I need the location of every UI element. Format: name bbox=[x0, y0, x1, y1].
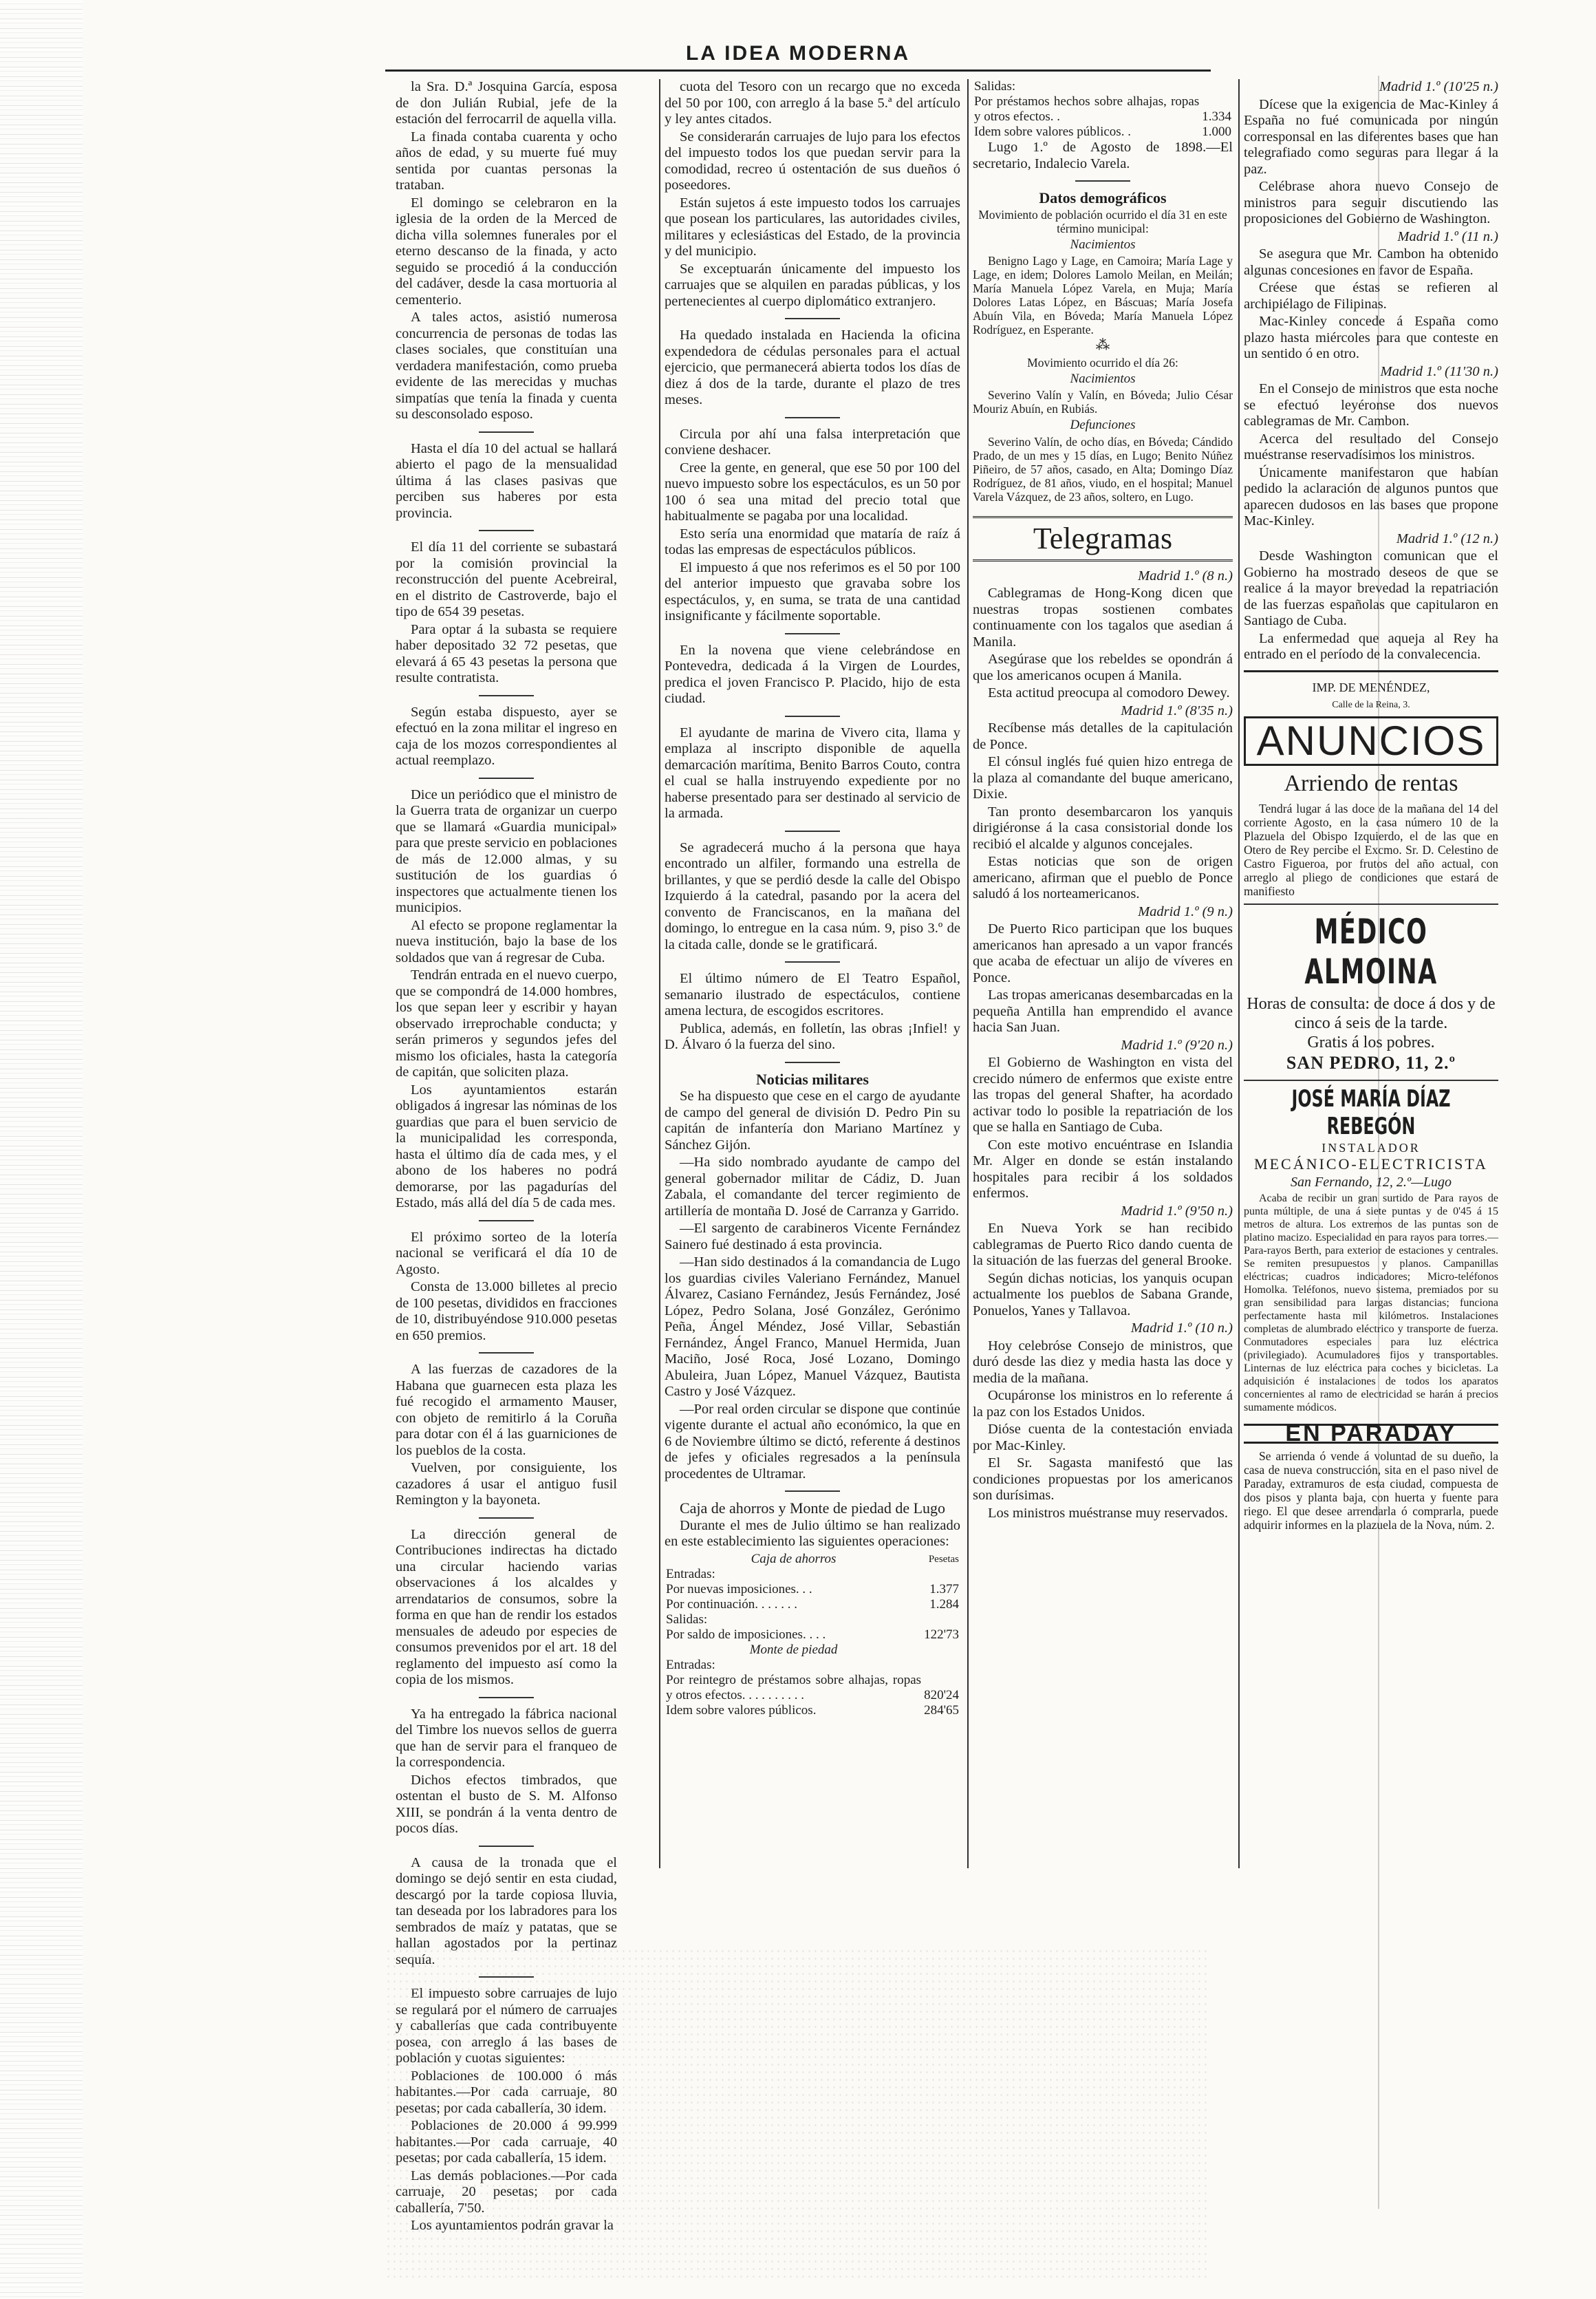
paragraph: Ya ha entregado la fábrica nacional del Timbre los nuevos sellos de guerra que han de servir para el franqueo de la correspondencia. bbox=[396, 1706, 617, 1770]
ad-text: Se arrienda ó vende á voluntad de su dueño, la casa de nueva construcción, sita en el paso nivel de Paraday, extramuros de esta ciudad, compuesta de dos pisos y planta baja, con huerta y fuente para riego. El que desee arrendarla ó comprarla, puede adquirir informes en la plazuela de la Nova, núm. 2. bbox=[1244, 1449, 1498, 1532]
section-heading: Noticias militares bbox=[756, 1070, 869, 1088]
ornament: ⁂ bbox=[1095, 338, 1110, 353]
table-label: Idem sobre valores públicos. bbox=[666, 1702, 817, 1718]
paragraph: Recíbense más detalles de la capitulación de Ponce. bbox=[973, 720, 1233, 752]
subheading: Nacimientos bbox=[1070, 371, 1136, 386]
paragraph: El día 11 del corriente se subastará por la comisión provincial la reconstrucción del puente Acebreiral, en el distrito de Castroverde, bajo el tipo de 654 39 pesetas. bbox=[396, 539, 617, 619]
table-label: Por préstamos hechos sobre alhajas, ropas y otros efectos. . bbox=[974, 94, 1200, 124]
table-label: Por nuevas imposiciones. . . bbox=[666, 1581, 812, 1596]
paragraph: Esto sería una enormidad que mataría de raíz á todas las empresas de espectáculos públicos. bbox=[665, 526, 960, 557]
paragraph: El próximo sorteo de la lotería nacional se verificará el día 10 de Agosto. bbox=[396, 1229, 617, 1277]
paragraph: Hasta el día 10 del actual se hallará abierto el pago de la mensualidad última á las clases pasivas que perciben sus haberes por esta provincia. bbox=[396, 440, 617, 521]
paragraph: Las tropas americanas desembarcadas en la pequeña Antilla han emprendido el avance hacia San Juan. bbox=[973, 987, 1233, 1035]
column-4 bbox=[1244, 79, 1498, 2061]
ad-title: MÉDICO ALMOINA bbox=[1304, 911, 1438, 992]
separator bbox=[785, 831, 840, 832]
dateline: Madrid 1.º (9'20 n.) bbox=[1121, 1037, 1233, 1053]
separator bbox=[479, 1220, 534, 1221]
table-subheading: Monte de piedad bbox=[749, 1642, 838, 1657]
separator bbox=[785, 417, 840, 418]
table-amount: 122'73 bbox=[924, 1627, 959, 1642]
separator bbox=[479, 778, 534, 779]
separator bbox=[479, 1697, 534, 1698]
dateline: Madrid 1.º (9'50 n.) bbox=[1121, 1203, 1233, 1219]
paragraph: La finada contaba cuarenta y ocho años de edad, y su muerte fué muy sentida por cuantas personas la trataban. bbox=[396, 129, 617, 193]
paragraph: Movimiento ocurrido el día 26: bbox=[1027, 355, 1178, 370]
paragraph: De Puerto Rico participan que los buques americanos han apresado a un vapor francés que acaba de efectuar un alijo de víveres en Ponce. bbox=[973, 921, 1233, 985]
separator bbox=[785, 1490, 840, 1492]
ad-subtitle: MECÁNICO-ELECTRICISTA bbox=[1254, 1155, 1488, 1173]
paragraph: Esta actitud preocupa al comodoro Dewey. bbox=[988, 685, 1230, 701]
paragraph: El cónsul inglés fué quien hizo entrega de la plaza al comandante del buque americano, Dixie. bbox=[973, 754, 1233, 802]
dateline: Madrid 1.º (11'30 n.) bbox=[1380, 363, 1498, 379]
ad-address: SAN PEDRO, 11, 2.º bbox=[1286, 1052, 1456, 1073]
paragraph: Consta de 13.000 billetes al precio de 100 pesetas, divididos en fracciones de 10, distribuyéndose 910.000 pesetas en 650 premios. bbox=[396, 1279, 617, 1343]
paragraph: Mac-Kinley concede á España como plazo hasta miércoles para que conteste en un sentido ó en otro. bbox=[1244, 314, 1498, 361]
column-2 bbox=[665, 79, 960, 2061]
paragraph: A tales actos, asistió numerosa concurrencia de personas de todas las clases sociales, que constituían una verdadera manifestación, como prueba evidente de las merecidas y muchas simpatías que tenía la finada y cuenta su desconsolado esposo. bbox=[396, 310, 617, 422]
paragraph: En Nueva York se han recibido cablegramas de Puerto Rico dando cuenta de la situación de las fuerzas del general Brooke. bbox=[973, 1221, 1233, 1268]
table-amount: 284'65 bbox=[924, 1702, 959, 1718]
paragraph: A causa de la tronada que el domingo se dejó sentir en esta ciudad, descargó por la tarde copiosa lluvia, tan deseada por los labradores para los sembrados de maíz y patatas, que se hallan agostados por la pertinaz sequía. bbox=[396, 1854, 617, 1967]
paragraph: Cree la gente, en general, que ese 50 por 100 del nuevo impuesto sobre los espectáculos, es un 50 por 100 ó sea una mitad del precio total que habitualmente se pagaba por una localidad. bbox=[665, 460, 960, 524]
paragraph: Dichos efectos timbrados, que ostentan el busto de S. M. Alfonso XIII, se pondrán á la venta dentro de pocos días. bbox=[396, 1772, 617, 1836]
paragraph: Se asegura que Mr. Cambon ha obtenido algunas concesiones en favor de España. bbox=[1244, 246, 1498, 278]
paragraph: Desde Washington comunican que el Gobierno ha mostrado deseos de que se realice á la mayor brevedad la repatriación de las fuerzas españolas que capitularon en Santiago de Cuba. bbox=[1244, 548, 1498, 628]
paragraph: —Han sido destinados á la comandancia de Lugo los guardias civiles Valeriano Fernández, Manuel Álvarez, Casiano Fernández, Jesús Fernández, José López, Pedro Solana, José González, Gerónimo Peña, Ángel Méndez, José Villar, Sebastián Fernández, Ángel Franco, Manuel Hermida, Juan Maciño, José Roca, José Lozano, Domingo Abuleira, Juan López, Manuel Vázquez, Bautista Castro y José Vázquez. bbox=[665, 1254, 960, 1399]
paragraph: Severino Valín y Valín, en Bóveda; Julio César Mouriz Abuín, en Rubiás. bbox=[973, 388, 1233, 416]
paragraph: Se agradecerá mucho á la persona que haya encontrado un alfiler, formando una estrella de brillantes, y que se perdió desde la calle del Obispo Izquierdo á la catedral, pasando por la acera del convento de Franciscanos, en la mañana del domingo, lo entregue en la casa núm. 9, piso 3.º de la citada calle, donde se le gratificará. bbox=[665, 840, 960, 952]
dateline: Madrid 1.º (10 n.) bbox=[1130, 1320, 1233, 1336]
paragraph: Asegúrase que los rebeldes se opondrán á que los americanos ocupen á Manila. bbox=[973, 652, 1233, 683]
section-heading: Telegramas bbox=[973, 516, 1233, 562]
table-amount: 1.377 bbox=[929, 1581, 959, 1596]
column-3 bbox=[973, 79, 1233, 2061]
paragraph: El Gobierno de Washington en vista del crecido número de enfermos que existe entre las tropas del general Shafter, ha acordado activar todo lo posible la repatriación de los que se halla en Santiago de Cuba. bbox=[973, 1055, 1233, 1135]
paragraph: Al efecto se propone reglamentar la nueva institución, bajo la base de los soldados que van á regresar de Cuba. bbox=[396, 917, 617, 965]
paragraph: Los ayuntamientos podrán gravar la bbox=[411, 2218, 614, 2233]
scan-edge bbox=[0, 0, 83, 2299]
paragraph: Dióse cuenta de la contestación enviada por Mac-Kinley. bbox=[973, 1422, 1233, 1453]
ad-text: Acaba de recibir un gran surtido de Para rayos de punta múltiple, de una á siete puntas y de 0'45 á 15 metros de altura. Los extremos de las puntas son de platino macizo. Especialidad en para rayos para torres.—Para-rayos Berth, para exterior de estaciones y centrales. Se remiten presupuestos y planos. Campanillas eléctricas; cuadros indicadores; Micro-teléfonos Homolka. Teléfonos, nuevo sistema, premiados por su gran sensibilidad para largas distancias; funciona perfectamente hasta mil kilómetros. Instalaciones completas de alumbrado eléctrico y transporte de fuerza. Conmutadores especiales para luz eléctrica (privilegiado). Acumuladores fijos y transportables. Linternas de luz eléctrica para coches y bicicletas. La adquisición é instalaciones de todos los aparatos concernientes al ramo de electricidad se harán á precios sumamente módicos. bbox=[1244, 1192, 1498, 1413]
paragraph: El ayudante de marina de Vivero cita, llama y emplaza al inscripto disponible de aquella demarcación marítima, Benito Barros Couto, contra el cual se halla instruyendo expediente por no haberse presentado para ser destinado al servicio de la armada. bbox=[665, 725, 960, 821]
ad-text: Gratis á los pobres. bbox=[1307, 1033, 1435, 1051]
paragraph: Hoy celebróse Consejo de ministros, que duró desde las diez y media hasta las doce y media de la mañana. bbox=[973, 1338, 1233, 1386]
paragraph: Cablegramas de Hong-Kong dicen que nuestras tropas sostienen combates continuamente con los tagalos que asedian á Manila. bbox=[973, 586, 1233, 650]
table-label: Por reintegro de préstamos sobre alhajas, ropas y otros efectos. . . . . . . . . . bbox=[666, 1672, 922, 1702]
paragraph: Dice un periódico que el ministro de la Guerra trata de organizar un cuerpo que se llamará «Guardia municipal» para que preste servicio en poblaciones de más de 12.000 almas, y su sustitución de los guardias ó inspectores que actualmente tienen los municipios. bbox=[396, 787, 617, 915]
ad-address: San Fernando, 12, 2.º—Lugo bbox=[1291, 1174, 1452, 1190]
paragraph: Con este motivo encuéntrase en Islandia Mr. Alger en donde se están instalando hospitales para recibir á los soldados enfermos. bbox=[973, 1137, 1233, 1201]
paragraph: Dícese que la exigencia de Mac-Kinley á España no fué comunicada por ningún corresponsal en las diferentes bases que han telegrafiado como seguras para llegar á la paz. bbox=[1244, 96, 1498, 177]
dateline: Madrid 1.º (10'25 n.) bbox=[1379, 79, 1498, 94]
paragraph: Benigno Lago y Lage, en Camoira; María Lage y Lage, en idem; Dolores Lamolo Meilan, en Meilán; María Manuela López Varela, en Muja; María Dolores Latas López, en Báscuas; María Josefa Abuín Vila, en Bóveda; María Manuela López Rodríguez, en Esperante. bbox=[973, 254, 1233, 336]
separator bbox=[479, 695, 534, 696]
separator bbox=[785, 1062, 840, 1063]
paragraph: En el Consejo de ministros que esta noche se efectuó leyéronse dos nuevos cablegramas de Mr. Cambon. bbox=[1244, 381, 1498, 429]
ad-title: EN PARADAY bbox=[1244, 1424, 1498, 1444]
scan-noise bbox=[385, 1947, 1211, 2278]
table-label: Entradas: bbox=[666, 1566, 715, 1581]
paragraph: la Sra. D.ª Josquina García, esposa de don Julián Rubial, jefe de la estación del ferrocarril de aquella villa. bbox=[396, 79, 617, 127]
paragraph: Durante el mes de Julio último se han realizado en este establecimiento las siguientes operaciones: bbox=[665, 1517, 960, 1549]
paragraph: El Sr. Sagasta manifestó que las condiciones propuestas por los americanos son durísimas. bbox=[973, 1455, 1233, 1503]
paragraph: Los ministros muéstranse muy reservados. bbox=[988, 1505, 1229, 1521]
paragraph: Vuelven, por consiguiente, los cazadores á usar el antiguo fusil Remington y la bayoneta. bbox=[396, 1460, 617, 1508]
ad-text: Horas de consulta: de doce á dos y de cinco á seis de la tarde. bbox=[1247, 994, 1496, 1032]
accounts-table bbox=[665, 1552, 960, 1718]
paragraph: Se considerarán carruajes de lujo para los efectos del impuesto todos los que puedan servir para la comodidad, recreo ú ostentación de sus dueños ó poseedores. bbox=[665, 129, 960, 193]
imprint bbox=[1244, 670, 1498, 712]
ads-heading: ANUNCIOS bbox=[1244, 716, 1498, 766]
separator bbox=[785, 318, 840, 319]
ad-text: Tendrá lugar á las doce de la mañana del 14 del corriente Agosto, en la casa número 10 de la Plazuela del Obispo Izquierdo, el de las que en Otero de Rey percibe el Excmo. Sr. D. Celestino de Castro Figueroa, por frutos del año actual, con arreglo al pliego de condiciones que estará de manifiesto bbox=[1244, 801, 1498, 898]
masthead bbox=[385, 38, 1211, 72]
dateline: Madrid 1.º (9 n.) bbox=[1138, 903, 1233, 919]
separator bbox=[785, 633, 840, 634]
column-rule bbox=[659, 79, 660, 1868]
paragraph: Poblaciones de 20.000 á 99.999 habitantes.—Por cada carruaje, 40 pesetas; por cada caballería, 15 idem. bbox=[396, 2118, 617, 2166]
paragraph: El último número de El Teatro Español, semanario ilustrado de espectáculos, contiene amena lectura, de escogidos escritores. bbox=[665, 971, 960, 1018]
table-subheading: Caja de ahorros bbox=[751, 1551, 837, 1566]
paragraph: Tendrán entrada en el nuevo cuerpo, que se compondrá de 14.000 hombres, los que sepan leer y escribir y hayan observado irreprochable conducta; y serán primeros y segundos jefes del mismo los oficiales, hasta la categoría de capitán, que soliciten plaza. bbox=[396, 967, 617, 1080]
paragraph: El impuesto á que nos referimos es el 50 por 100 del anterior impuesto que gravaba sobre los espectáculos, y, en suma, se trata de una cantidad insignificante y fácilmente soportable. bbox=[665, 559, 960, 623]
paragraph: El domingo se celebraron en la iglesia de la orden de la Merced de dicha villa solemnes funerales por el eterno descanso de la finada, y acto seguido se procedió á la conducción del cadáver, desde la casa mortuoria al cementerio. bbox=[396, 195, 617, 308]
paragraph: Movimiento de población ocurrido el día 31 en este término municipal: bbox=[978, 207, 1227, 235]
subheading: Defunciones bbox=[1070, 418, 1136, 432]
imprint-address: Calle de la Reina, 3. bbox=[1332, 699, 1410, 710]
imprint-name: IMP. DE MENÉNDEZ, bbox=[1312, 680, 1430, 694]
table-label: Salidas: bbox=[666, 1612, 708, 1627]
column-1 bbox=[396, 79, 617, 2233]
paragraph: —Ha sido nombrado ayudante de campo del general gobernador militar de Cádiz, D. Juan Zabala, el comandante del tercer regimiento de artillería de montaña D. José de Carranza y Garrido. bbox=[665, 1155, 960, 1219]
table-amount: 1.334 bbox=[1202, 109, 1231, 124]
paragraph: Estas noticias que son de origen americano, afirman que el pueblo de Ponce saludó á los norteamericanos. bbox=[973, 854, 1233, 901]
column-rule bbox=[967, 79, 969, 1868]
column-rule bbox=[1238, 79, 1240, 1868]
signature-line: Lugo 1.º de Agosto de 1898.—El secretario, Indalecio Varela. bbox=[973, 140, 1233, 171]
page-title: LA IDEA MODERNA bbox=[685, 42, 911, 65]
paragraph: —Por real orden circular se dispone que continúe vigente durante el actual año económico, la que en 6 de Noviembre último se dictó, referente á destinos de jefes y oficiales regresados a la península procedentes de Ultramar. bbox=[665, 1401, 960, 1482]
table-label: Por saldo de imposiciones. . . . bbox=[666, 1627, 826, 1642]
subheading: Nacimientos bbox=[1070, 237, 1136, 252]
paragraph: cuota del Tesoro con un recargo que no exceda del 50 por 100, con arreglo á la base 5.ª del artículo y ley antes citados. bbox=[665, 79, 960, 127]
paragraph: —El sargento de carabineros Vicente Fernández Sainero fué destinado á esta provincia. bbox=[665, 1221, 960, 1252]
separator bbox=[479, 530, 534, 531]
paragraph: Celébrase ahora nuevo Consejo de ministros para seguir discutiendo las proposiciones del Gobierno de Washington. bbox=[1244, 179, 1498, 226]
ad-divider bbox=[1244, 903, 1498, 905]
ad-title: JOSÉ MARÍA DÍAZ REBEGÓN bbox=[1291, 1084, 1451, 1140]
table-amount: 1.000 bbox=[1202, 125, 1231, 139]
separator bbox=[1075, 180, 1130, 182]
dateline: Madrid 1.º (12 n.) bbox=[1396, 531, 1498, 546]
paragraph: Severino Valín, de ocho días, en Bóveda; Cándido Prado, de un mes y 15 días, en Lugo; Benito Núñez Piñeiro, de 57 años, casado, en Alta; Domingo Díaz Rodríguez, de 81 años, viudo, en el hospital; Manuel Varela Vázquez, de 23 años, soltero, en Lugo. bbox=[973, 434, 1233, 504]
paragraph: Para optar á la subasta se requiere haber depositado 32 72 pesetas, que elevará á 65 43 pesetas la persona que resulte contratista. bbox=[396, 621, 617, 685]
paragraph: El impuesto sobre carruajes de lujo se regulará por el número de carruajes y caballerías que cada contribuyente posea, con arreglo á las bases de población y cuotas siguientes: bbox=[396, 1986, 617, 2066]
paragraph: Ha quedado instalada en Hacienda la oficina expendedora de cédulas personales para el actual ejercicio, que permanecerá abierta todos los días de diez á dos de la tarde, durante el plazo de tres meses. bbox=[665, 328, 960, 407]
table-amount: 1.284 bbox=[929, 1596, 959, 1612]
paragraph: Circula por ahí una falsa interpretación que conviene deshacer. bbox=[665, 426, 960, 458]
separator bbox=[479, 1517, 534, 1519]
paragraph: En la novena que viene celebrándose en Pontevedra, dedicada á la Virgen de Lourdes, predica el joven Francisco P. Placido, hijo de esta ciudad. bbox=[665, 642, 960, 706]
paragraph: Publica, además, en folletín, las obras ¡Infiel! y D. Álvaro ó la fuerza del sino. bbox=[665, 1020, 960, 1052]
section-heading: Caja de ahorros y Monte de piedad de Lugo bbox=[679, 1499, 946, 1517]
paragraph: A las fuerzas de cazadores de la Habana que guarnecen esta plaza les fué recogido el armamento Mauser, con objeto de remitirlo á la Coruña para dotar con él á las guarniciones de los pueblos de la costa. bbox=[396, 1362, 617, 1458]
separator bbox=[479, 1352, 534, 1354]
paragraph: Las demás poblaciones.—Por cada carruaje, 20 pesetas; por cada caballería, 7'50. bbox=[396, 2168, 617, 2216]
paragraph: La enfermedad que aqueja al Rey ha entrado en el período de la convalecencia. bbox=[1244, 630, 1498, 662]
accounts-table-continued bbox=[973, 79, 1233, 140]
paragraph: Se exceptuarán únicamente del impuesto los carruajes que se alquilen en paradas públicas, y los pertenecientes al cuerpo diplomático extranjero. bbox=[665, 261, 960, 309]
table-amount: 820'24 bbox=[924, 1687, 959, 1702]
paragraph: Ocupáronse los ministros en lo referente á la paz con los Estados Unidos. bbox=[973, 1388, 1233, 1420]
paragraph: Están sujetos á este impuesto todos los carruajes que posean los particulares, las autoridades civiles, militares y eclesiásticas del Estado, de la provincia y del municipio. bbox=[665, 195, 960, 259]
table-label: Salidas: bbox=[974, 79, 1016, 94]
dateline: Madrid 1.º (8 n.) bbox=[1138, 568, 1233, 584]
paragraph: Según dichas noticias, los yanquis ocupan actualmente los pueblos de Sabana Grande, Ponuelos, Yanes y Tallavoa. bbox=[973, 1270, 1233, 1318]
paragraph: Poblaciones de 100.000 ó más habitantes.—Por cada carruaje, 80 pesetas; por cada caballería, 30 idem. bbox=[396, 2068, 617, 2116]
table-column-header: Pesetas bbox=[928, 1553, 959, 1565]
separator bbox=[479, 1846, 534, 1847]
section-heading: Datos demográficos bbox=[1039, 189, 1167, 206]
table-label: Idem sobre valores públicos. . bbox=[974, 125, 1131, 139]
paragraph: La dirección general de Contribuciones indirectas ha dictado una circular haciendo varias observaciones á los alcaldes y arrendatarios de consumos, sobre la forma en que han de rendir los estados mensuales de adeudo por especies de consumos prevenidos por el art. 18 del reglamento del impuesto así como la copia de los mismos. bbox=[396, 1526, 617, 1687]
ad-subtitle: INSTALADOR bbox=[1322, 1140, 1421, 1155]
separator bbox=[785, 961, 840, 963]
ad-divider bbox=[1244, 1080, 1498, 1081]
table-label: Por continuación. . . . . . . bbox=[666, 1596, 798, 1612]
dateline: Madrid 1.º (11 n.) bbox=[1397, 228, 1498, 244]
separator bbox=[479, 431, 534, 433]
paragraph: Los ayuntamientos estarán obligados á ingresar las nóminas de los guardias que para el buen servicio de la municipalidad les corresponda, hasta el último día de cada mes, y el abono de los haberes no podrá demorarse, por las pagadurías del Estado, más allá del día 5 de cada mes. bbox=[396, 1082, 617, 1210]
table-label: Entradas: bbox=[666, 1657, 715, 1672]
paragraph: Créese que éstas se refieren al archipiélago de Filipinas. bbox=[1244, 280, 1498, 312]
dateline: Madrid 1.º (8'35 n.) bbox=[1121, 703, 1233, 718]
paragraph: Se ha dispuesto que cese en el cargo de ayudante de campo del general de división D. Pedro Pin su capitán de infantería don Mariano Martínez y Sánchez Gijón. bbox=[665, 1089, 960, 1153]
ad-title: Arriendo de rentas bbox=[1284, 770, 1458, 796]
paragraph: Según estaba dispuesto, ayer se efectuó en la zona militar el ingreso en caja de los mozos correspondientes al actual reemplazo. bbox=[396, 704, 617, 768]
separator bbox=[785, 716, 840, 717]
paragraph: Tan pronto desembarcaron los yanquis dirigiéronse á la casa consistorial donde los recibió el alcalde y algunos concejales. bbox=[973, 804, 1233, 852]
paragraph: Únicamente manifestaron que habían pedido la aclaración de algunos puntos que aparecen dudosos en las bases que propone Mac-Kinley. bbox=[1244, 464, 1498, 528]
paragraph: Acerca del resultado del Consejo muéstranse reservadísimos los ministros. bbox=[1244, 431, 1498, 462]
